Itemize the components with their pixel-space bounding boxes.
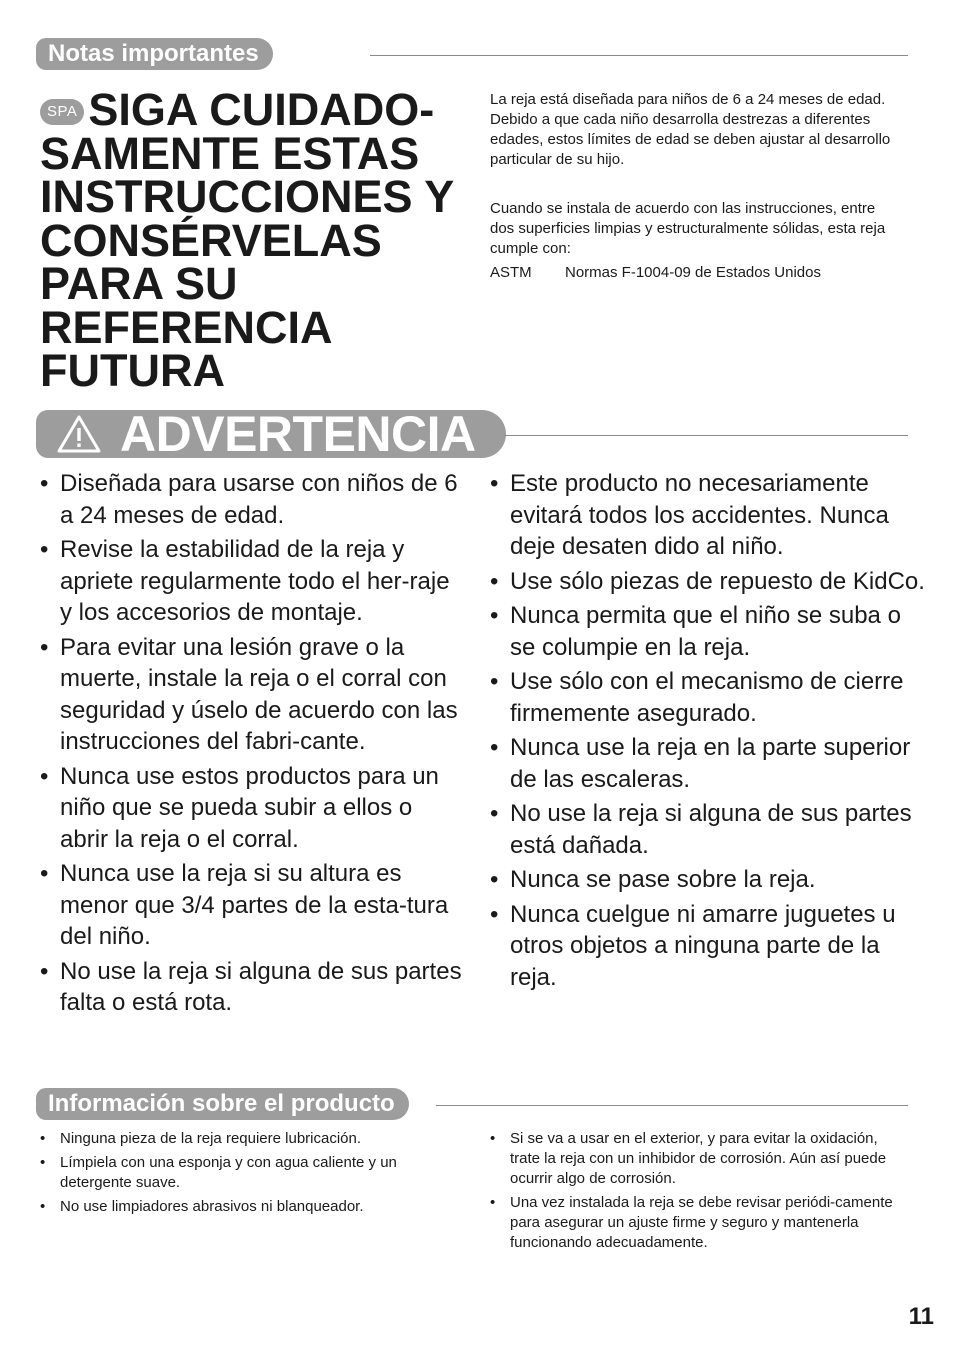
list-item: • Para evitar una lesión grave o la muerte, instale la reja o el corral con seguridad y úselo de acuerdo con las instrucciones del fabri-cante. xyxy=(36,632,466,758)
list-item: • Use sólo piezas de repuesto de KidCo. xyxy=(486,566,926,598)
warning-rule xyxy=(504,435,908,436)
standard-text: Normas F-1004-09 de Estados Unidos xyxy=(565,264,821,281)
list-item: • Nunca permita que el niño se suba o se columpie en la reja. xyxy=(486,600,926,663)
list-item: • Nunca use la reja si su altura es menor que 3/4 partes de la esta-tura del niño. xyxy=(36,858,466,953)
section-header-product-info xyxy=(36,1088,409,1120)
list-item: • Use sólo con el mecanismo de cierre firmemente asegurado. xyxy=(486,666,926,729)
section-title: Información sobre el producto xyxy=(36,1088,409,1120)
warning-triangle-icon xyxy=(56,414,102,454)
list-item: • Este producto no necesariamente evitará todos los accidentes. Nunca deje desaten dido al niño. xyxy=(486,468,926,563)
section-rule xyxy=(370,55,908,56)
product-info-list-right xyxy=(486,1129,906,1257)
language-badge: SPA xyxy=(40,99,84,125)
list-item: • Una vez instalada la reja se debe revisar periódi-camente para asegurar un ajuste firme y seguro y mantenerla funcionando adecuadamente. xyxy=(486,1193,906,1253)
section-rule xyxy=(436,1105,908,1106)
list-item: • Nunca use estos productos para un niño que se pueda subir a ellos o abrir la reja o el corral. xyxy=(36,761,466,856)
list-item: • Nunca cuelgue ni amarre juguetes u otros objetos a ninguna parte de la reja. xyxy=(486,899,926,994)
list-item: • Diseñada para usarse con niños de 6 a 24 meses de edad. xyxy=(36,468,466,531)
section-title: Notas importantes xyxy=(36,38,273,70)
warning-banner xyxy=(36,406,506,462)
list-item: • Límpiela con una esponja y con agua caliente y un detergente suave. xyxy=(36,1153,456,1193)
intro-paragraph-2: Cuando se instala de acuerdo con las instrucciones, entre dos superficies limpias y estructuralmente sólidas, esta reja cumple con: xyxy=(490,200,886,257)
standard-code: ASTM xyxy=(490,264,532,281)
page-title xyxy=(40,84,480,396)
list-item: • Si se va a usar en el exterior, y para evitar la oxidación, trate la reja con un inhibidor de corrosión. Aún así puede ocurrir algo de corrosión. xyxy=(486,1129,906,1189)
list-item: • Nunca se pase sobre la reja. xyxy=(486,864,926,896)
intro-paragraph-1: La reja está diseñada para niños de 6 a 24 meses de edad. Debido a que cada niño desarrolla destrezas a diferentes edades, estos límites de edad se deben ajustar al desarrollo particular de su hijo. xyxy=(490,91,891,168)
warning-list-right xyxy=(486,468,926,996)
list-item: • Ninguna pieza de la reja requiere lubricación. xyxy=(36,1129,456,1149)
title-text: SIGA CUIDADO-SAMENTE ESTAS INSTRUCCIONES Y CONSÉRVELAS PARA SU REFERENCIA FUTURA xyxy=(40,84,454,396)
list-item: • Nunca use la reja en la parte superior de las escaleras. xyxy=(486,732,926,795)
product-info-list-left xyxy=(36,1129,456,1221)
list-item: • No use la reja si alguna de sus partes falta o está rota. xyxy=(36,956,466,1019)
list-item: • Revise la estabilidad de la reja y apriete regularmente todo el her-raje y los accesorios de montaje. xyxy=(36,534,466,629)
page-number: 11 xyxy=(908,1303,934,1330)
warning-title: ADVERTENCIA xyxy=(120,406,476,462)
list-item: • No use limpiadores abrasivos ni blanqueador. xyxy=(36,1197,456,1217)
section-header-notas xyxy=(36,38,273,70)
warning-list-left xyxy=(36,468,466,1022)
list-item: • No use la reja si alguna de sus partes está dañada. xyxy=(486,798,926,861)
standard-row xyxy=(490,263,910,283)
